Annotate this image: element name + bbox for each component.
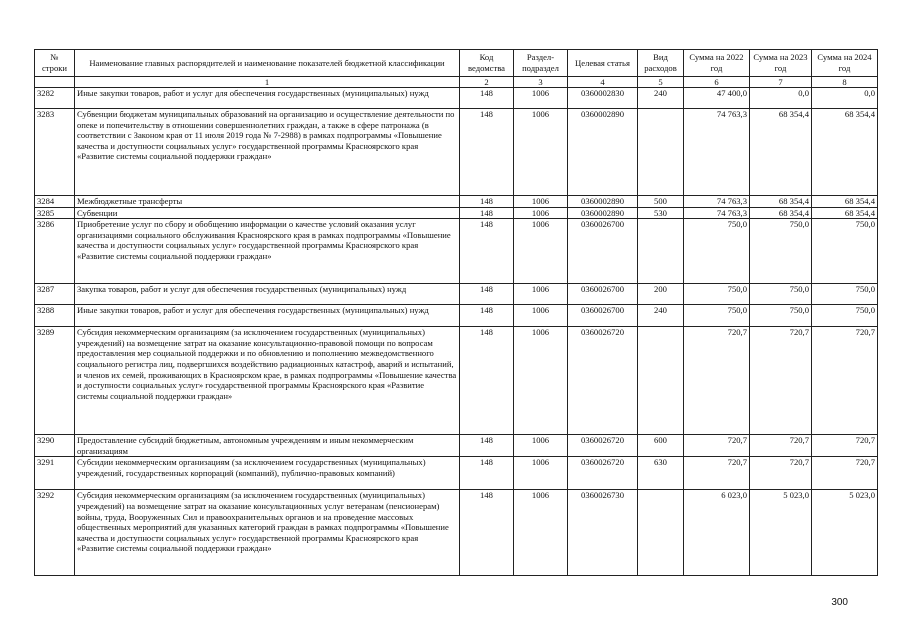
row-sum-2022: 720,7 xyxy=(684,435,750,457)
row-expense-type: 530 xyxy=(638,207,684,219)
row-section: 1006 xyxy=(514,435,568,457)
table-row xyxy=(35,435,878,457)
numbering-cell: 1 xyxy=(75,77,460,88)
row-expense-type: 500 xyxy=(638,196,684,208)
row-sum-2023: 68 354,4 xyxy=(750,109,812,196)
numbering-cell: 7 xyxy=(750,77,812,88)
row-expense-type xyxy=(638,490,684,576)
row-target: 0360002890 xyxy=(568,196,638,208)
row-expense-type: 240 xyxy=(638,88,684,109)
table-body xyxy=(35,88,878,576)
row-sum-2022: 720,7 xyxy=(684,327,750,435)
row-dept-code: 148 xyxy=(460,435,514,457)
header-sum-2023: Сумма на 2023 год xyxy=(750,50,812,77)
row-section: 1006 xyxy=(514,219,568,284)
row-name: Субсидия некоммерческим организациям (за исключением государственных (муниципальных) учреждений) на возмещение затрат на оказание консультационно-правовой помощи по вопросам предоставления мер социальной поддержки и по обновлению и пополнению межведомственного социального регистра лиц, подвергшихся воздействию радиационных катастроф, аварий и испытаний, и членов их семей, проживающих в Красноярском крае, в рамках подпрограммы «Повышение качества и доступности социальных услуг» государственной программы Красноярского края «Развитие системы социальной поддержки граждан» xyxy=(75,327,460,435)
row-sum-2022: 74 763,3 xyxy=(684,109,750,196)
row-sum-2022: 74 763,3 xyxy=(684,196,750,208)
row-target: 0360002890 xyxy=(568,109,638,196)
row-sum-2024: 720,7 xyxy=(812,457,878,490)
header-sum-2022: Сумма на 2022 год xyxy=(684,50,750,77)
numbering-cell: 5 xyxy=(638,77,684,88)
row-target: 0360026730 xyxy=(568,490,638,576)
row-number: 3286 xyxy=(35,219,75,284)
row-sum-2022: 720,7 xyxy=(684,457,750,490)
row-section: 1006 xyxy=(514,457,568,490)
row-dept-code: 148 xyxy=(460,88,514,109)
row-name: Закупка товаров, работ и услуг для обеспечения государственных (муниципальных) нужд xyxy=(75,284,460,305)
row-sum-2024: 68 354,4 xyxy=(812,109,878,196)
header-row-no: № строки xyxy=(35,50,75,77)
row-dept-code: 148 xyxy=(460,109,514,196)
row-number: 3290 xyxy=(35,435,75,457)
row-section: 1006 xyxy=(514,88,568,109)
row-name: Субсидия некоммерческим организациям (за исключением государственных (муниципальных) учреждений) на возмещение затрат на оказание консультационных услуг ветеранам (пенсионерам) войны, труда, Вооруженных Сил и правоохранительных органов и на проведение массовых общественных мероприятий для указанных категорий граждан в рамках подпрограммы «Повышение качества и доступности социальных услуг» государственной программы Красноярского края «Развитие системы социальной поддержки граждан» xyxy=(75,490,460,576)
row-sum-2023: 720,7 xyxy=(750,327,812,435)
row-sum-2024: 750,0 xyxy=(812,284,878,305)
row-sum-2023: 0,0 xyxy=(750,88,812,109)
row-name: Субвенции xyxy=(75,207,460,219)
numbering-cell: 3 xyxy=(514,77,568,88)
budget-table xyxy=(34,49,878,576)
row-expense-type xyxy=(638,109,684,196)
row-sum-2024: 750,0 xyxy=(812,219,878,284)
row-dept-code: 148 xyxy=(460,196,514,208)
row-sum-2024: 5 023,0 xyxy=(812,490,878,576)
row-name: Иные закупки товаров, работ и услуг для обеспечения государственных (муниципальных) нужд xyxy=(75,88,460,109)
row-section: 1006 xyxy=(514,490,568,576)
row-expense-type xyxy=(638,219,684,284)
row-name: Приобретение услуг по сбору и обобщению информации о качестве условий оказания услуг организациями социального обслуживания Красноярского края в рамках подпрограммы «Повышение качества и доступности социальных услуг» государственной программы Красноярского края «Развитие системы социальной поддержки граждан» xyxy=(75,219,460,284)
header-dept-code: Код ведомства xyxy=(460,50,514,77)
header-row xyxy=(35,50,878,77)
row-expense-type: 240 xyxy=(638,305,684,327)
numbering-cell: 2 xyxy=(460,77,514,88)
row-number: 3282 xyxy=(35,88,75,109)
row-expense-type: 630 xyxy=(638,457,684,490)
row-sum-2023: 5 023,0 xyxy=(750,490,812,576)
row-target: 0360026700 xyxy=(568,219,638,284)
row-sum-2023: 750,0 xyxy=(750,284,812,305)
row-sum-2022: 6 023,0 xyxy=(684,490,750,576)
row-section: 1006 xyxy=(514,196,568,208)
row-sum-2023: 750,0 xyxy=(750,219,812,284)
row-sum-2024: 68 354,4 xyxy=(812,207,878,219)
row-target: 0360002890 xyxy=(568,207,638,219)
table-row xyxy=(35,109,878,196)
row-section: 1006 xyxy=(514,327,568,435)
header-name: Наименование главных распорядителей и наименование показателей бюджетной классификации xyxy=(75,50,460,77)
row-sum-2023: 750,0 xyxy=(750,305,812,327)
numbering-cell: 8 xyxy=(812,77,878,88)
row-number: 3283 xyxy=(35,109,75,196)
row-section: 1006 xyxy=(514,207,568,219)
row-sum-2024: 750,0 xyxy=(812,305,878,327)
row-dept-code: 148 xyxy=(460,305,514,327)
row-name: Субсидии некоммерческим организациям (за исключением государственных (муниципальных) учреждений, государственных корпораций (компаний), публично-правовых компаний) xyxy=(75,457,460,490)
table-row xyxy=(35,327,878,435)
row-dept-code: 148 xyxy=(460,219,514,284)
header-section: Раздел-подраздел xyxy=(514,50,568,77)
row-sum-2024: 0,0 xyxy=(812,88,878,109)
table-row xyxy=(35,490,878,576)
row-expense-type xyxy=(638,327,684,435)
row-number: 3284 xyxy=(35,196,75,208)
row-target: 0360002830 xyxy=(568,88,638,109)
row-number: 3289 xyxy=(35,327,75,435)
page-number: 300 xyxy=(831,597,848,608)
row-sum-2022: 750,0 xyxy=(684,219,750,284)
row-dept-code: 148 xyxy=(460,284,514,305)
row-sum-2023: 68 354,4 xyxy=(750,207,812,219)
row-dept-code: 148 xyxy=(460,457,514,490)
row-expense-type: 600 xyxy=(638,435,684,457)
row-sum-2023: 720,7 xyxy=(750,435,812,457)
row-number: 3285 xyxy=(35,207,75,219)
row-target: 0360026720 xyxy=(568,457,638,490)
row-dept-code: 148 xyxy=(460,327,514,435)
header-sum-2024: Сумма на 2024 год xyxy=(812,50,878,77)
row-dept-code: 148 xyxy=(460,207,514,219)
numbering-cell: 4 xyxy=(568,77,638,88)
row-expense-type: 200 xyxy=(638,284,684,305)
header-target: Целевая статья xyxy=(568,50,638,77)
row-number: 3291 xyxy=(35,457,75,490)
table-row xyxy=(35,196,878,208)
row-sum-2022: 750,0 xyxy=(684,305,750,327)
row-number: 3288 xyxy=(35,305,75,327)
numbering-cell: 6 xyxy=(684,77,750,88)
row-target: 0360026720 xyxy=(568,435,638,457)
row-sum-2023: 720,7 xyxy=(750,457,812,490)
row-name: Межбюджетные трансферты xyxy=(75,196,460,208)
row-sum-2022: 74 763,3 xyxy=(684,207,750,219)
row-target: 0360026720 xyxy=(568,327,638,435)
numbering-cell xyxy=(35,77,75,88)
table-row xyxy=(35,207,878,219)
row-section: 1006 xyxy=(514,109,568,196)
row-sum-2024: 720,7 xyxy=(812,327,878,435)
numbering-row xyxy=(35,77,878,88)
row-sum-2022: 47 400,0 xyxy=(684,88,750,109)
row-section: 1006 xyxy=(514,284,568,305)
row-dept-code: 148 xyxy=(460,490,514,576)
row-target: 0360026700 xyxy=(568,305,638,327)
row-sum-2023: 68 354,4 xyxy=(750,196,812,208)
table-row xyxy=(35,305,878,327)
row-sum-2024: 68 354,4 xyxy=(812,196,878,208)
table-row xyxy=(35,219,878,284)
table-row xyxy=(35,284,878,305)
header-expense-type: Вид расходов xyxy=(638,50,684,77)
row-number: 3287 xyxy=(35,284,75,305)
row-target: 0360026700 xyxy=(568,284,638,305)
row-name: Иные закупки товаров, работ и услуг для обеспечения государственных (муниципальных) нужд xyxy=(75,305,460,327)
table-row xyxy=(35,88,878,109)
row-sum-2022: 750,0 xyxy=(684,284,750,305)
row-name: Субвенции бюджетам муниципальных образований на организацию и осуществление деятельности по опеке и попечительству в отношении совершеннолетних граждан, а также в сфере патронажа (в соответствии с Законом края от 11 июля 2019 года № 7-2988) в рамках подпрограммы «Повышение качества и доступности социальных услуг» государственной программы Красноярского края «Развитие системы социальной поддержки граждан» xyxy=(75,109,460,196)
row-name: Предоставление субсидий бюджетным, автономным учреждениям и иным некоммерческим организациям xyxy=(75,435,460,457)
row-number: 3292 xyxy=(35,490,75,576)
row-section: 1006 xyxy=(514,305,568,327)
row-sum-2024: 720,7 xyxy=(812,435,878,457)
table-row xyxy=(35,457,878,490)
